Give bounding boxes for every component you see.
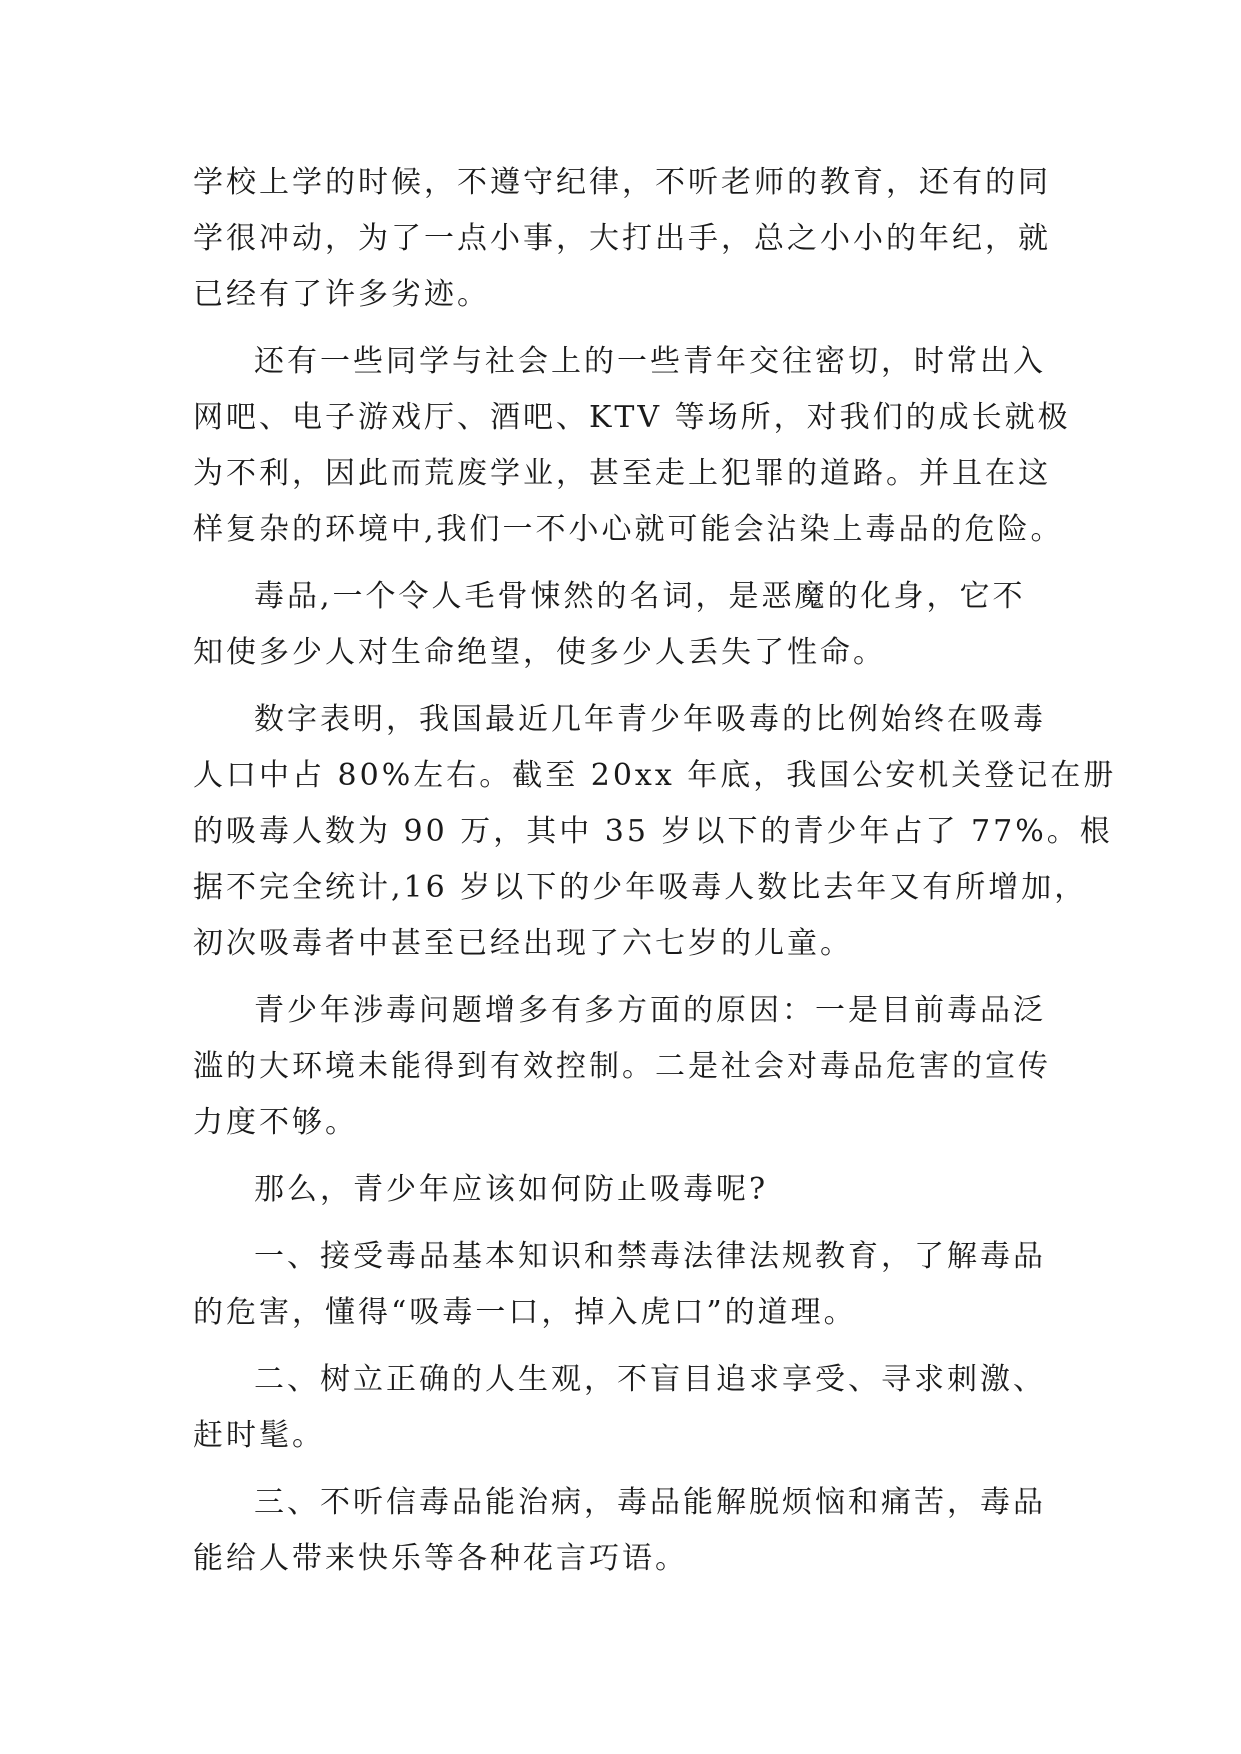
text-line: 的危害，懂得“吸毒一口，掉入虎口”的道理。 <box>193 1295 857 1330</box>
text-line: 网吧、电子游戏厅、酒吧、KTV 等场所，对我们的成长就极 <box>193 400 1071 435</box>
text-line: 一、接受毒品基本知识和禁毒法律法规教育，了解毒品 <box>254 1239 1046 1274</box>
text-line: 数字表明，我国最近几年青少年吸毒的比例始终在吸毒 <box>254 702 1046 737</box>
text-line: 学很冲动，为了一点小事，大打出手，总之小小的年纪，就 <box>193 221 1051 256</box>
text-line: 力度不够。 <box>193 1105 358 1140</box>
text-line: 青少年涉毒问题增多有多方面的原因：一是目前毒品泛 <box>254 993 1046 1028</box>
text-line: 知使多少人对生命绝望，使多少人丢失了性命。 <box>193 635 886 670</box>
text-line: 二、树立正确的人生观，不盲目追求享受、寻求刺激、 <box>254 1362 1046 1397</box>
text-line: 据不完全统计,16 岁以下的少年吸毒人数比去年又有所增加， <box>193 870 1088 905</box>
text-line: 还有一些同学与社会上的一些青年交往密切，时常出入 <box>254 344 1046 379</box>
text-line: 的吸毒人数为 90 万，其中 35 岁以下的青少年占了 77%。根 <box>193 814 1113 849</box>
text-line: 为不利，因此而荒废学业，甚至走上犯罪的道路。并且在这 <box>193 456 1051 491</box>
text-line: 滥的大环境未能得到有效控制。二是社会对毒品危害的宣传 <box>193 1049 1051 1084</box>
text-line: 毒品,一个令人毛骨悚然的名词，是恶魔的化身，它不 <box>254 579 1026 614</box>
text-line: 学校上学的时候，不遵守纪律，不听老师的教育，还有的同 <box>193 165 1051 200</box>
text-line: 人口中占 80%左右。截至 20xx 年底，我国公安机关登记在册 <box>193 758 1117 793</box>
text-line: 赶时髦。 <box>193 1418 325 1453</box>
text-line: 样复杂的环境中,我们一不小心就可能会沾染上毒品的危险。 <box>193 512 1064 547</box>
text-line: 那么，青少年应该如何防止吸毒呢? <box>254 1172 769 1207</box>
text-line: 已经有了许多劣迹。 <box>193 277 490 312</box>
text-line: 三、不听信毒品能治病，毒品能解脱烦恼和痛苦，毒品 <box>254 1485 1046 1520</box>
text-line: 能给人带来快乐等各种花言巧语。 <box>193 1541 688 1576</box>
text-line: 初次吸毒者中甚至已经出现了六七岁的儿童。 <box>193 926 853 961</box>
